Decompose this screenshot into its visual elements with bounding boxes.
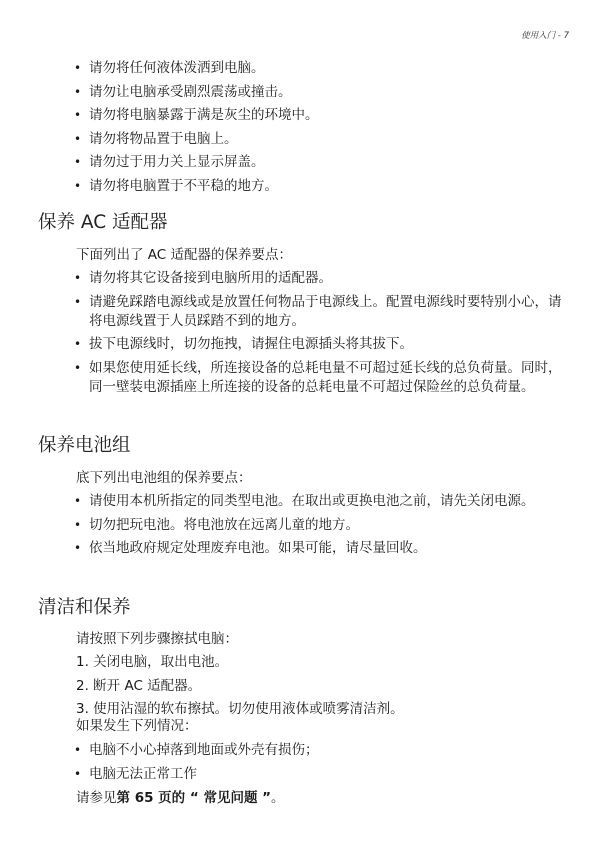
step-item: 1. 关闭电脑，取出电池。 [76,654,229,670]
list-item: • 请使用本机所指定的同类型电池。在取出或更换电池之前，请先关闭电源。 [73,492,573,511]
section-title-ac-adapter: 保养 AC 适配器 [38,212,168,233]
list-item: • 请勿将其它设备接到电脑所用的适配器。 [73,269,573,288]
section-title-cleaning: 清洁和保养 [38,597,131,618]
faq-reference-link[interactable]: 第 65 页的 “ 常见问题 ” [116,790,272,806]
cleaning-steps [76,653,404,724]
ac-intro: 下面列出了 AC 适配器的保养要点： [76,247,293,263]
list-item: • 请勿将电脑置于不平稳的地方。 [73,177,573,196]
step-item: 3. 使用沾湿的软布擦拭。切勿使用液体或喷雾清洁剂。 [76,701,404,717]
step-item: 2. 断开 AC 适配器。 [76,677,202,694]
list-item: • 请勿让电脑承受剧烈震荡或撞击。 [73,83,573,102]
reference-prefix: 请参见 [76,790,117,806]
list-item: • 请避免踩踏电源线或是放置任何物品于电源线上。配置电源线时要特别小心，请将电源线置于人员踩踏不到的地方。 [73,293,573,331]
battery-intro: 底下列出电池组的保养要点： [76,470,252,486]
list-item: • 电脑无法正常工作 [73,765,573,784]
cleaning-intro: 请按照下列步骤擦拭电脑： [76,631,238,647]
list-item: • 如果您使用延长线，所连接设备的总耗电量不可超过延长线的总负荷量。同时，同一壁装电源插座上所连接的设备的总耗电量不可超过保险丝的总负荷量。 [73,359,573,397]
list-item: • 切勿把玩电池。将电池放在远离儿童的地方。 [73,516,573,535]
running-header: 使用入门 - 7 [521,31,569,41]
section-title-battery: 保养电池组 [38,435,131,456]
list-item: • 依当地政府规定处理废弃电池。如果可能，请尽量回收。 [73,539,573,558]
care-bullet-list [73,59,573,200]
list-item: • 拔下电源线时，切勿拖拽，请握住电源插头将其拔下。 [73,335,573,354]
reference-note [76,789,285,808]
condition-intro: 如果发生下列情况： [76,718,198,734]
ac-bullet-list [73,269,573,401]
list-item: • 电脑不小心掉落到地面或外壳有损伤； [73,741,573,760]
battery-bullet-list [73,492,573,563]
reference-suffix: 。 [271,790,285,806]
list-item: • 请勿将物品置于电脑上。 [73,130,573,149]
condition-bullet-list [73,741,573,788]
list-item: • 请勿过于用力关上显示屏盖。 [73,153,573,172]
list-item: • 请勿将任何液体泼洒到电脑。 [73,59,573,78]
list-item: • 请勿将电脑暴露于满是灰尘的环境中。 [73,106,573,125]
